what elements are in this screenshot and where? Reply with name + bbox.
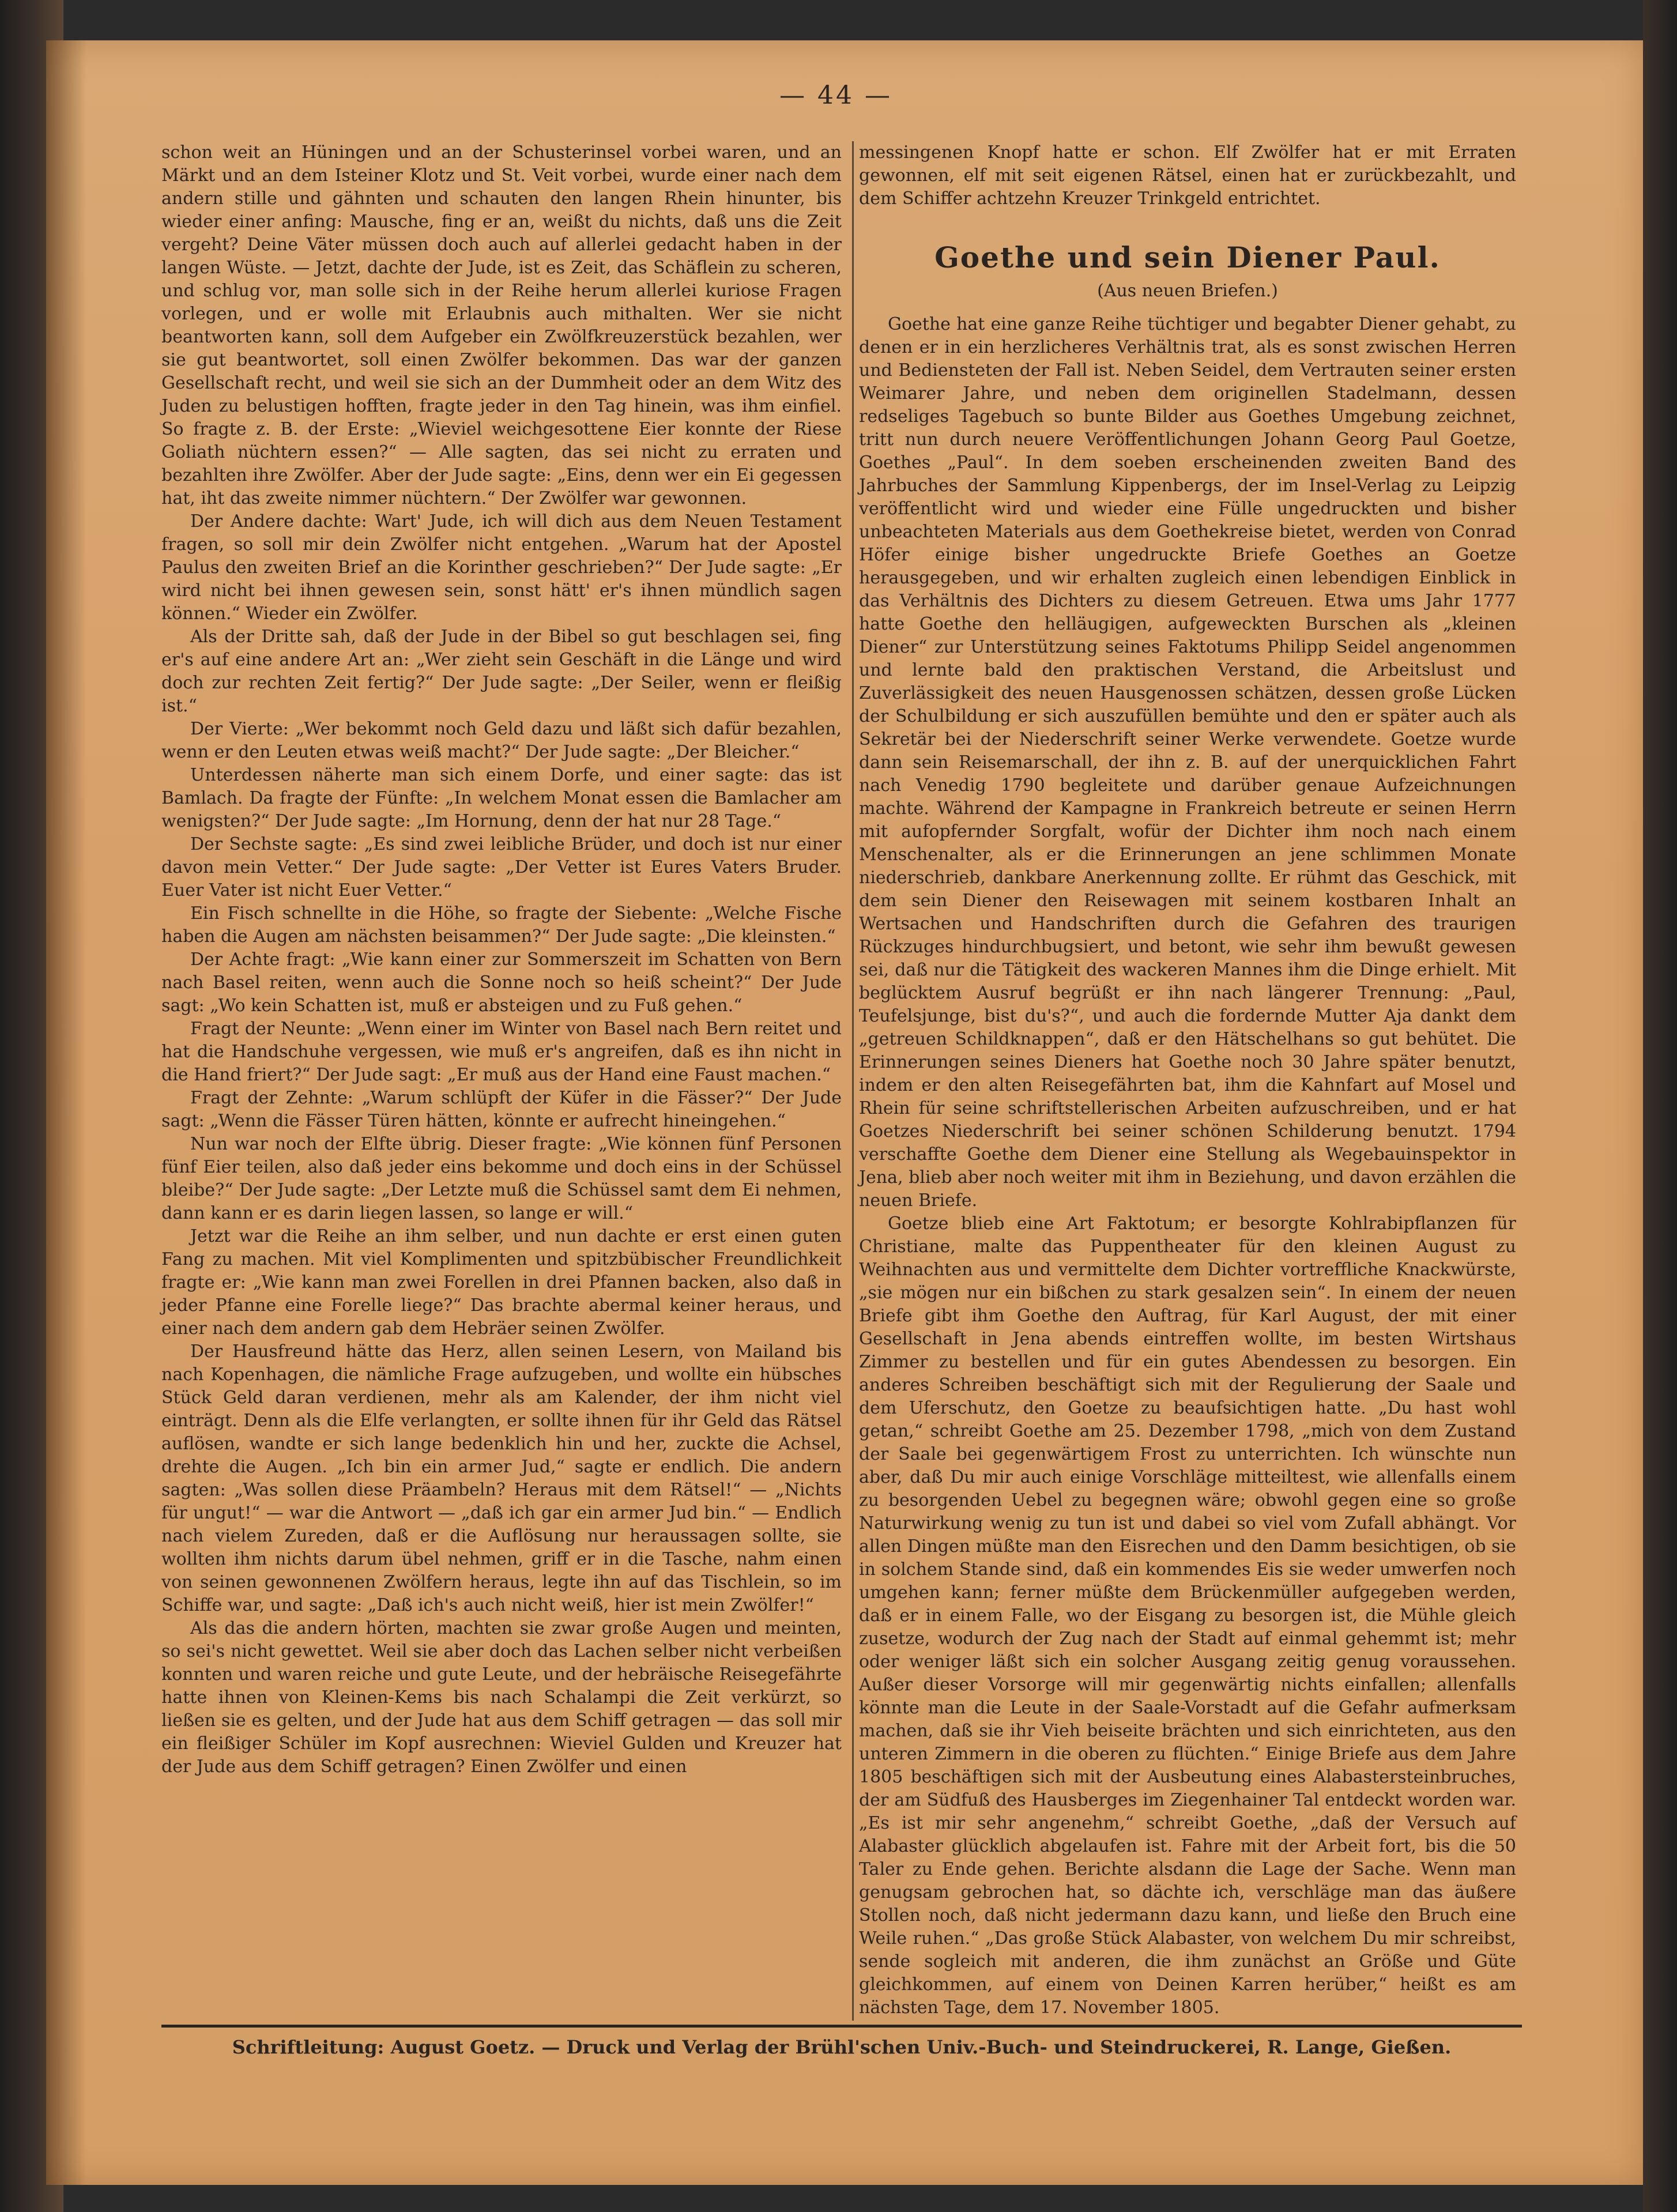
page-number: — 44 — bbox=[779, 81, 892, 110]
paragraph: schon weit an Hüningen und an der Schusterinsel vorbei waren, und an Märkt und an dem Isteiner Klotz und St. Veit vorbei, wurde einer nach dem andern stille und gähnten und schauten den langen Rhein hinunter, bis wieder einer anfing: Mausche, fing er an, weißt du nichts, daß uns die Zeit vergeht? Deine Väter müssen doch auch auf allerlei gedacht haben in der langen Wüste. — Jetzt, dachte der Jude, ist es Zeit, das Schäflein zu scheren, und schlug vor, man solle sich in der Reihe herum allerlei kuriose Fragen vorlegen, und er wolle mit Erlaubnis auch mithalten. Wer sie nicht beantworten kann, soll dem Aufgeber ein Zwölfkreuzerstück bezahlen, wer sie gut beantwortet, soll einen Zwölfer bekommen. Das war der ganzen Gesellschaft recht, und weil sie sich an der Dummheit oder an dem Witz des Juden zu belustigen hofften, fragte jeder in den Tag hinein, was ihm einfiel. So fragte z. B. der Erste: „Wieviel weichgesottene Eier konnte der Riese Goliath nüchtern essen?“ — Alle sagten, das sei nicht zu erraten und bezahlten ihre Zwölfer. Aber der Jude sagte: „Eins, denn wer ein Ei gegessen hat, iht das zweite nimmer nüchtern.“ Der Zwölfer war gewonnen. bbox=[161, 142, 842, 508]
paragraph: messingenen Knopf hatte er schon. Elf Zwölfer hat er mit Erraten gewonnen, elf mit seit eigenen Rätsel, einen hat er zurückbezahlt, und dem Schiffer achtzehn Kreuzer Trinkgeld entrichtet. bbox=[859, 142, 1516, 209]
paragraph: Ein Fisch schnellte in die Höhe, so fragte der Siebente: „Welche Fische haben die Augen am nächsten beisammen?“ Der Jude sagte: „Die kleinsten.“ bbox=[161, 903, 842, 947]
paragraph: Goethe hat eine ganze Reihe tüchtiger und begabter Diener gehabt, zu denen er in ein herzlicheres Verhältnis trat, als es sonst zwischen Herren und Bediensteten der Fall ist. Neben Seidel, dem Vertrauten seiner ersten Weimarer Jahre, und neben dem originellen Stadelmann, dessen redseliges Tagebuch so bunte Bilder aus Goethes Umgebung zeichnet, tritt nun durch neuere Veröffentlichungen Johann Georg Paul Goetze, Goethes „Paul“. In dem soeben erscheinenden zweiten Band des Jahrbuches der Sammlung Kippenbergs, der im Insel-Verlag zu Leipzig veröffentlicht wird und wieder eine Fülle ungedruckten und bisher unbeachteten Materials aus dem Goethekreise bietet, werden von Conrad Höfer einige bisher ungedruckte Briefe Goethes an Goetze herausgegeben, und wir erhalten zugleich einen lebendigen Einblick in das Verhältnis des Dichters zu diesem Getreuen. Etwa ums Jahr 1777 hatte Goethe den helläugigen, aufgeweckten Burschen als „kleinen Diener“ zur Unterstützung seines Faktotums Philipp Seidel angenommen und lernte bald den praktischen Verstand, die Arbeitslust und Zuverlässigkeit des neuen Hausgenossen schätzen, dessen große Lücken der Schulbildung er sich auszufüllen bemühte und den er später auch als Sekretär bei der Niederschrift seiner Werke verwendete. Goetze wurde dann sein Reisemarschall, der ihn z. B. auf der unerquicklichen Fahrt nach Venedig 1790 begleitete und darüber genaue Aufzeichnungen machte. Während der Kampagne in Frankreich betreute er seinen Herrn mit aufopfernder Sorgfalt, wofür der Dichter ihm noch nach einem Menschenalter, als er die Erinnerungen an jene schlimmen Monate niederschrieb, dankbare Anerkennung zollte. Er rühmt das Geschick, mit dem sein Diener den Reisewagen mit seinem kostbaren Inhalt an Wertsachen und Handschriften durch die Gefahren des traurigen Rückzuges hindurchbugsiert, und betont, wie sehr ihm bewußt gewesen sei, daß nur die Tätigkeit des wackeren Mannes ihm die Dinge erhielt. Mit beglücktem Ausruf begrüßt er ihn nach längerer Trennung: „Paul, Teufelsjunge, bist du's?“, und auch die fordernde Mutter Aja dankt dem „getreuen Schildknappen“, daß er den Hätschelhans so gut behütet. Die Erinnerungen seines Dieners hat Goethe noch 30 Jahre später benutzt, indem er den alten Reisegefährten bat, ihm die Kahnfart auf Mosel und Rhein für seine schriftstellerischen Arbeiten aufzuschreiben, und er hat Goetzes Niederschrift bei seiner schönen Schilderung benutzt. 1794 verschaffte Goethe dem Diener eine Stellung als Wegebauinspektor in Jena, blieb aber noch weiter mit ihm in Beziehung, und davon erzählen die neuen Briefe. bbox=[859, 314, 1516, 1211]
paragraph: Der Vierte: „Wer bekommt noch Geld dazu und läßt sich dafür bezahlen, wenn er den Leuten etwas weiß macht?“ Der Jude sagte: „Der Bleicher.“ bbox=[161, 719, 842, 762]
paragraph: Unterdessen näherte man sich einem Dorfe, und einer sagte: das ist Bamlach. Da fragte der Fünfte: „In welchem Monat essen die Bamlacher am wenigsten?“ Der Jude sagte: „Im Hornung, denn der hat nur 28 Tage.“ bbox=[161, 765, 842, 831]
paragraph: Der Sechste sagte: „Es sind zwei leibliche Brüder, und doch ist nur einer davon mein Vetter.“ Der Jude sagte: „Der Vetter ist Eures Vaters Bruder. Euer Vater ist nicht Euer Vetter.“ bbox=[161, 834, 842, 900]
imprint-footer: Schriftleitung: August Goetz. — Druck und Verlag der Brühl'schen Univ.-Buch- und Steindruckerei, R. Lange, Gießen. bbox=[232, 2036, 1452, 2058]
paragraph: Fragt der Zehnte: „Warum schlüpft der Küfer in die Fässer?“ Der Jude sagt: „Wenn die Fässer Türen hätten, könnte er aufrecht hineingehen.“ bbox=[161, 1088, 842, 1131]
paragraph: Als das die andern hörten, machten sie zwar große Augen und meinten, so sei's nicht gewettet. Weil sie aber doch das Lachen selber nicht verbeißen konnten und waren reiche und gute Leute, und der hebräische Reisegefährte hatte ihnen von Kleinen-Kems bis nach Schalampi die Zeit verkürzt, so ließen sie es gelten, und der Jude hat aus dem Schiff getragen — das soll mir ein fleißiger Schüler im Kopf ausrechnen: Wieviel Gulden und Kreuzer hat der Jude aus dem Schiff getragen? Einen Zwölfer und einen bbox=[161, 1618, 842, 1777]
paragraph: Der Hausfreund hätte das Herz, allen seinen Lesern, von Mailand bis nach Kopenhagen, die nämliche Frage aufzugeben, und wollte ein hübsches Stück Geld daran verdienen, mehr als am Kalender, der ihm nicht viel einträgt. Denn als die Elfe verlangten, er sollte ihnen für ihr Geld das Rätsel auflösen, wandte er sich lange bedenklich hin und her, zuckte die Achsel, drehte die Augen. „Ich bin ein armer Jud,“ sagte er endlich. Die andern sagten: „Was sollen diese Präambeln? Heraus mit dem Rätsel!“ — „Nichts für ungut!“ — war die Antwort — „daß ich gar ein armer Jud bin.“ — Endlich nach vielem Zureden, daß er die Auflösung nur heraussagen sollte, sie wollten ihm nichts darum übel nehmen, griff er in die Tasche, nahm einen von seinen gewonnenen Zwölfern heraus, legte ihn auf das Tischlein, so im Schiffe war, und sagte: „Daß ich's auch nicht weiß, hier ist mein Zwölfer!“ bbox=[161, 1341, 842, 1615]
paragraph: Goetze blieb eine Art Faktotum; er besorgte Kohlrabipflanzen für Christiane, malte das Puppentheater für den kleinen August zu Weihnachten aus und vermittelte dem Dichter vortreffliche Knackwürste, „sie mögen nur ein bißchen zu stark gesalzen sein“. In einem der neuen Briefe gibt ihm Goethe den Auftrag, für Karl August, der mit einer Gesellschaft in Jena abends eintreffen wollte, im besten Wirtshaus Zimmer zu bestellen und für ein gutes Abendessen zu besorgen. Ein anderes Schreiben beschäftigt sich mit der Regulierung der Saale und dem Uferschutz, den Goetze zu beaufsichtigen hatte. „Du hast wohl getan,“ schreibt Goethe am 25. Dezember 1798, „mich von dem Zustand der Saale bei gegenwärtigem Frost zu unterrichten. Ich wünschte nun aber, daß Du mir auch einige Vorschläge mitteiltest, wie allenfalls einem zu besorgenden Uebel zu begegnen wäre; obwohl gegen eine so große Naturwirkung wenig zu tun ist und dabei so viel vom Zufall abhängt. Vor allen Dingen müßte man den Eisrechen und den Damm besichtigen, ob sie in solchem Stande sind, daß ein kommendes Eis sie weder umwerfen noch umgehen kann; ferner müßte dem Brückenmüller aufgegeben werden, daß er in einem Falle, wo der Eisgang zu besorgen ist, die Mühle gleich zusetze, wodurch der Zug nach der Stadt auf einmal gehemmt ist; mehr oder weniger läßt sich ein solcher Ausgang zeitig genug voraussehen. Außer dieser Vorsorge will mir gegenwärtig nichts einfallen; allenfalls könnte man die Leute in der Saale-Vorstadt auf die Gefahr aufmerksam machen, daß sie ihr Vieh beiseite brächten und sich einrichteten, aus den unteren Zimmern in die oberen zu flüchten.“ Einige Briefe aus dem Jahre 1805 beschäftigen sich mit der Ausbeutung eines Alabastersteinbruches, der am Südfuß des Hausberges im Ziegenhainer Tal entdeckt worden war. „Es ist mir sehr angenehm,“ schreibt Goethe, „daß der Versuch auf Alabaster glücklich abgelaufen ist. Fahre mit der Arbeit fort, bis die 50 Taler zu Ende gehen. Berichte alsdann die Lage der Sache. Wenn man genugsam gebrochen hat, so dächte ich, verschläge man das äußere Stollen noch, daß nicht jedermann dazu kann, und ließe den Bruch eine Weile ruhen.“ „Das große Stück Alabaster, von welchem Du mir schreibst, sende sogleich mit anderen, die ihm zunächst an Größe und Güte gleichkommen, auf einem von Deinen Karren herüber,“ heißt es am nächsten Tage, dem 17. November 1805. bbox=[859, 1214, 1516, 2018]
paragraph: Der Andere dachte: Wart' Jude, ich will dich aus dem Neuen Testament fragen, so soll mir dein Zwölfer nicht entgehen. „Warum hat der Apostel Paulus den zweiten Brief an die Korinther geschrieben?“ Der Jude sagte: „Er wird nicht bei ihnen gewesen sein, sonst hätt' er's ihnen mündlich sagen können.“ Wieder ein Zwölfer. bbox=[161, 511, 842, 624]
paragraph: Jetzt war die Reihe an ihm selber, und nun dachte er erst einen guten Fang zu machen. Mit viel Komplimenten und spitzbübischer Freundlichkeit fragte er: „Wie kann man zwei Forellen in drei Pfannen backen, also daß in jeder Pfanne eine Forelle liege?“ Das brachte abermal keiner heraus, und einer nach dem andern gab dem Hebräer seinen Zwölfer. bbox=[161, 1226, 842, 1339]
paragraph: Nun war noch der Elfte übrig. Dieser fragte: „Wie können fünf Personen fünf Eier teilen, also daß jeder eins bekomme und doch eins in der Schüssel bleibe?“ Der Jude sagte: „Der Letzte muß die Schüssel samt dem Ei nehmen, dann kann er es darin liegen lassen, so lange er will.“ bbox=[161, 1134, 842, 1223]
column-divider bbox=[852, 141, 854, 2021]
left-column bbox=[161, 141, 842, 1778]
paragraph: Als der Dritte sah, daß der Jude in der Bibel so gut beschlagen sei, fing er's auf eine andere Art an: „Wer zieht sein Geschäft in die Länge und wird doch zur rechten Zeit fertig?“ Der Jude sagte: „Der Seiler, wenn er fleißig ist.“ bbox=[161, 627, 842, 716]
paragraph: Fragt der Neunte: „Wenn einer im Winter von Basel nach Bern reitet und hat die Handschuhe vergessen, wie muß er's angreifen, daß es ihn nicht in die Hand friert?“ Der Jude sagt: „Er muß aus der Hand eine Faust machen.“ bbox=[161, 1019, 842, 1085]
paragraph: Der Achte fragt: „Wie kann einer zur Sommerszeit im Schatten von Bern nach Basel reiten, wenn auch die Sonne noch so heiß scheint?“ Der Jude sagt: „Wo kein Schatten ist, muß er absteigen und zu Fuß gehen.“ bbox=[161, 949, 842, 1016]
gutter-shadow bbox=[46, 40, 86, 2185]
article-subtitle: (Aus neuen Briefen.) bbox=[1097, 281, 1278, 301]
right-column bbox=[859, 141, 1516, 2019]
footer-rule bbox=[161, 2025, 1522, 2028]
article-title: Goethe und sein Diener Paul. bbox=[934, 240, 1441, 274]
book-edge bbox=[1643, 0, 1677, 2212]
